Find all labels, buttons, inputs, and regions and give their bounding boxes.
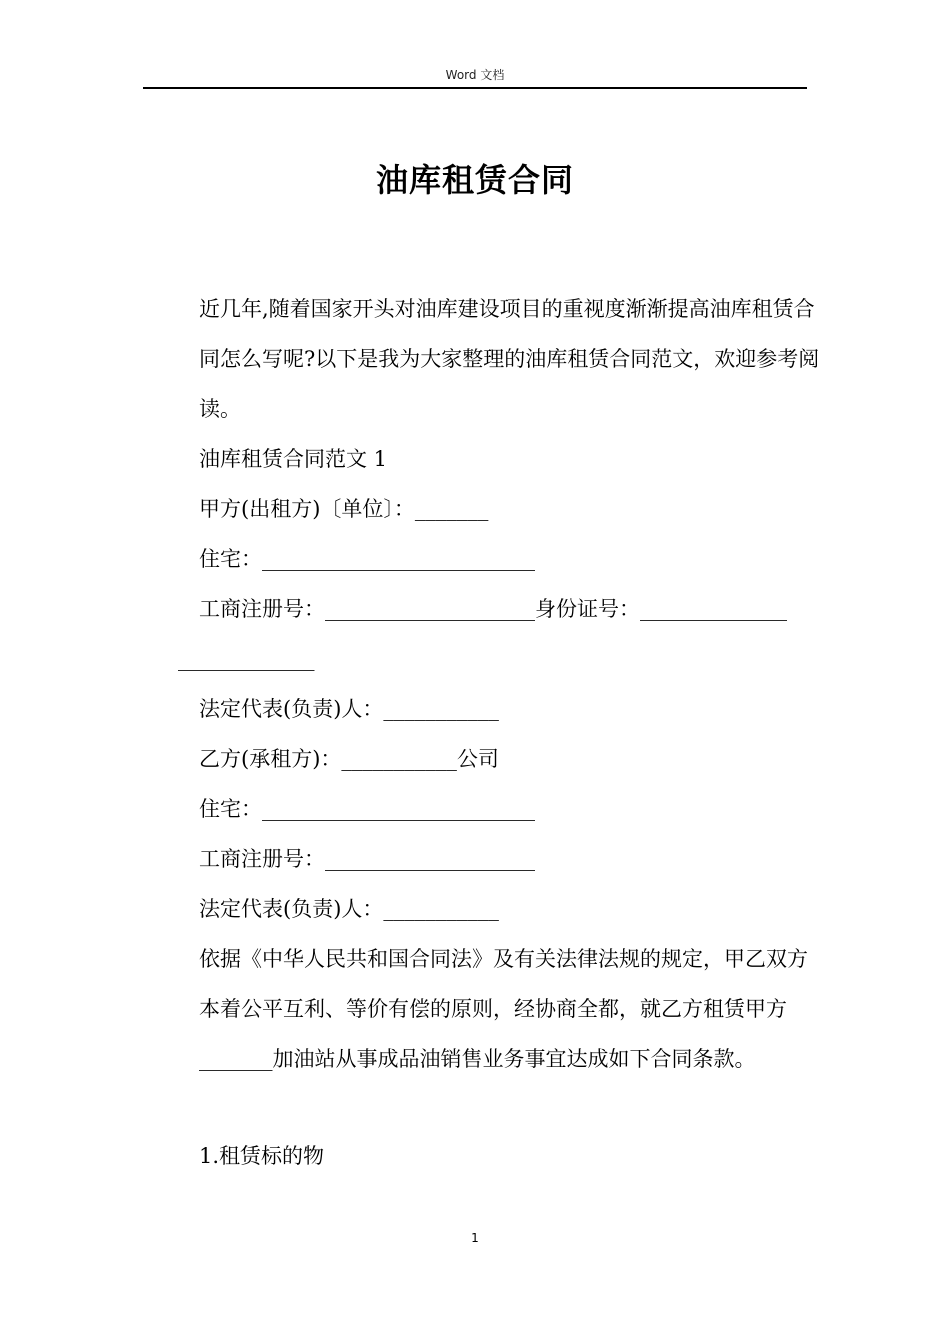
sample-heading: 油库租赁合同范文 1 bbox=[199, 447, 388, 471]
party-b-registration-line: 工商注册号：____________________ bbox=[199, 847, 535, 871]
party-b-representative-line: 法定代表(负责)人：___________ bbox=[199, 897, 499, 921]
party-b-line: 乙方(承租方)：___________公司 bbox=[199, 747, 499, 771]
intro-paragraph: 近几年,随着国家开头对油库建设项目的重视度渐渐提高油库租赁合同怎么写呢?以下是我为大家整理的油库租赁合同范文，欢迎参考阅读。 bbox=[199, 297, 820, 421]
party-a-address-line: 住宅：__________________________ bbox=[199, 547, 535, 571]
page-header: Word 文档 bbox=[445, 68, 505, 82]
party-a-representative-line: 法定代表(负责)人：___________ bbox=[199, 697, 499, 721]
basis-paragraph: 依据《中华人民共和国合同法》及有关法律法规的规定，甲乙双方本着公平互利、等价有偿的原则，经协商全都，就乙方租赁甲方_______加油站从事成品油销售业务事宜达成如下合同条款。 bbox=[199, 947, 808, 1071]
party-a-registration-continued: _____________ bbox=[178, 647, 315, 671]
party-a-line: 甲方(出租方)〔单位〕：_______ bbox=[199, 497, 489, 521]
page-number: 1 bbox=[471, 1231, 479, 1245]
party-b-address-line: 住宅：__________________________ bbox=[199, 797, 535, 821]
party-a-registration-line: 工商注册号：____________________身份证号：______________ bbox=[199, 597, 787, 621]
section-heading-1: 1.租赁标的物 bbox=[199, 1144, 325, 1168]
document-title: 油库租赁合同 bbox=[375, 161, 574, 199]
header-rule bbox=[143, 87, 807, 89]
